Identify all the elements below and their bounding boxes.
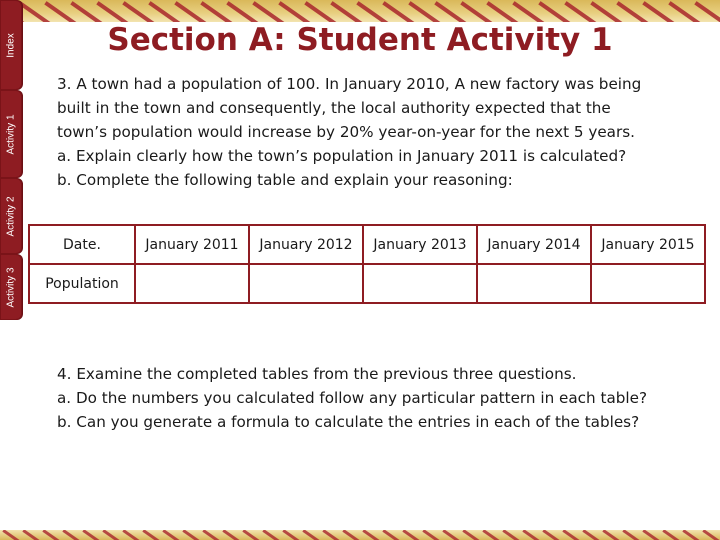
tab-activity-1-label: Activity 1 <box>5 113 17 155</box>
population-cell[interactable] <box>477 264 591 303</box>
population-cell[interactable] <box>135 264 249 303</box>
population-table <box>28 224 706 304</box>
question-3-line: 3. A town had a population of 100. In January 2010, A new factory was being <box>57 75 642 93</box>
side-tab-rail <box>0 0 22 320</box>
column-header: January 2015 <box>591 225 705 264</box>
column-header: January 2012 <box>249 225 363 264</box>
date-header-cell: Date. <box>29 225 135 264</box>
table-header-row <box>29 225 705 264</box>
tab-activity-3[interactable] <box>0 254 22 320</box>
question-3-part-b: b. Complete the following table and explain your reasoning: <box>57 171 513 189</box>
question-4-part-a: a. Do the numbers you calculated follow any particular pattern in each table? <box>57 389 648 407</box>
page-title: Section A: Student Activity 1 <box>107 22 613 58</box>
tab-index-label: Index <box>5 32 17 58</box>
column-header: January 2011 <box>135 225 249 264</box>
band-stripe <box>702 530 720 540</box>
band-stripe <box>694 1 720 22</box>
tab-activity-1[interactable] <box>0 90 22 178</box>
population-cell[interactable] <box>249 264 363 303</box>
question-3-line: built in the town and consequently, the local authority expected that the <box>57 99 611 117</box>
table-row <box>29 264 705 303</box>
question-3-part-a: a. Explain clearly how the town’s population in January 2011 is calculated? <box>57 147 627 165</box>
column-header: January 2013 <box>363 225 477 264</box>
question-3 <box>57 72 697 192</box>
tab-activity-2-label: Activity 2 <box>5 195 17 237</box>
tab-activity-2[interactable] <box>0 178 22 254</box>
population-cell[interactable] <box>591 264 705 303</box>
question-4-part-b: b. Can you generate a formula to calculate the entries in each of the tables? <box>57 413 640 431</box>
column-header: January 2014 <box>477 225 591 264</box>
question-4-line: 4. Examine the completed tables from the previous three questions. <box>57 365 577 383</box>
population-row-label: Population <box>29 264 135 303</box>
population-cell[interactable] <box>363 264 477 303</box>
top-decorative-band <box>0 0 720 22</box>
tab-index[interactable] <box>0 0 22 90</box>
tab-activity-3-label: Activity 3 <box>5 266 17 308</box>
question-4 <box>57 362 697 434</box>
bottom-decorative-band <box>0 530 720 540</box>
question-3-line: town’s population would increase by 20% year-on-year for the next 5 years. <box>57 123 635 141</box>
